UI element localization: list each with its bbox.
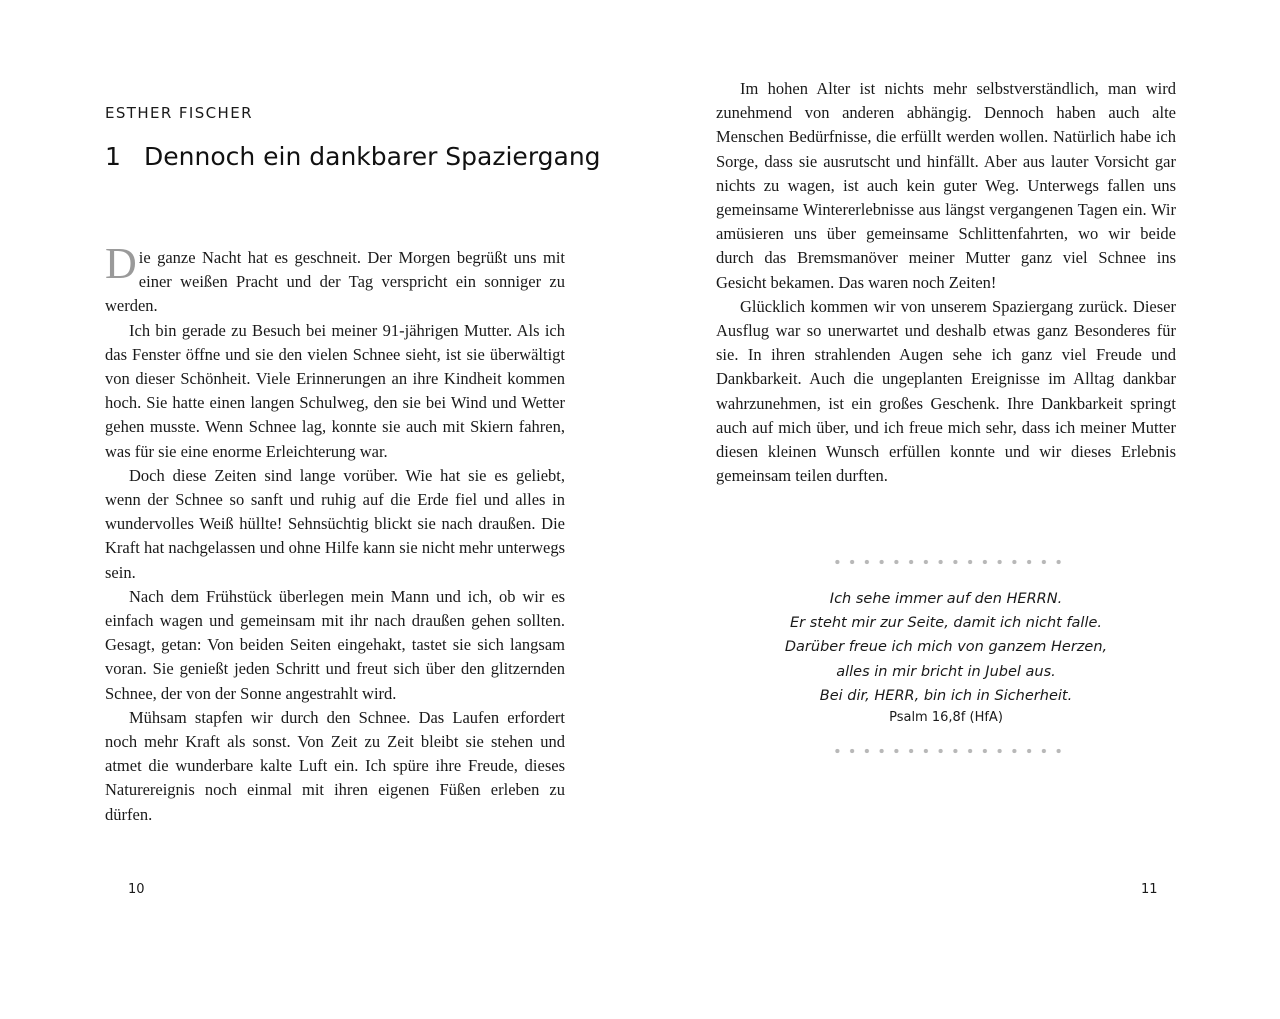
bible-quote bbox=[716, 587, 1176, 708]
right-page bbox=[640, 0, 1280, 1019]
right-body-text bbox=[716, 77, 1176, 488]
quote-line: Bei dir, HERR, bin ich in Sicherheit. bbox=[819, 687, 1073, 704]
chapter-title-text: Dennoch ein dankbarer Spaziergang bbox=[144, 142, 601, 171]
chapter-number: 1 bbox=[105, 142, 121, 171]
chapter-title bbox=[105, 142, 601, 171]
paragraph-7: Glücklich kommen wir von unserem Spaziergang zurück. Dieser Ausflug war so unerwartet und deshalb etwas ganz Besonderes für sie. In ihren strahlenden Augen sehe ich ganz viel Freude und Dankbarkeit. Auch die ungeplanten Ereignisse im Alltag dankbar wahrzunehmen, ist ein großes Geschenk. Ihre Dankbarkeit springt auch auf mich über, und ich freue mich sehr, dass ich meiner Mutter diesen kleinen Wunsch erfüllen konnte und wir dieses Erlebnis gemeinsam teilen durften. bbox=[716, 296, 1176, 486]
quote-line: Darüber freue ich mich von ganzem Herzen, bbox=[784, 639, 1108, 656]
paragraph-1 bbox=[105, 239, 565, 319]
paragraph-6: Im hohen Alter ist nichts mehr selbstverständlich, man wird zunehmend von anderen abhängig. Dennoch haben auch alte Menschen Bedürfnisse, die erfüllt werden wollen. Natürlich habe ich Sorge, dass sie ausrutscht und hinfällt. Aber aus lauter Vorsicht gar nichts zu wagen, ist auch kein guter Weg. Unterwegs fallen uns gemeinsame Wintererlebnisse aus längst vergangenen Tagen ein. Wir amüsieren uns über gemeinsame Schlittenfahrten, wo wir beide durch das Bremsmanöver meiner Mutter ganz viel Schnee ins Gesicht bekamen. Das waren noch Zeiten! bbox=[716, 79, 1176, 292]
left-body-text bbox=[105, 239, 565, 827]
paragraph-2: Ich bin gerade zu Besuch bei meiner 91-jährigen Mutter. Als ich das Fenster öffne und sie den vielen Schnee sieht, ist sie überwältigt von dieser Schönheit. Viele Erinnerungen an ihre Kindheit kommen hoch. Sie hatte einen langen Schulweg, den sie bei Wind und Wetter gehen musste. Wenn Schnee lag, konnte sie auch mit Skiern fahren, was für sie eine enorme Erleichterung war. bbox=[105, 320, 565, 461]
paragraph-4: Nach dem Frühstück überlegen mein Mann und ich, ob wir es einfach wagen und gemeinsam mit ihr nach draußen gehen sollten. Gesagt, getan: Von beiden Seiten eingehakt, tastet sie sich langsam voran. Sie genießt jeden Schritt und freut sich über den glitzernden Schnee, der von der Sonne angestrahlt wird. bbox=[105, 586, 565, 703]
page-number-left: 10 bbox=[128, 882, 145, 897]
dotted-divider-top bbox=[830, 559, 1066, 565]
dotted-divider-bottom bbox=[830, 748, 1066, 754]
quote-source: Psalm 16,8f (HfA) bbox=[889, 710, 1003, 725]
paragraph-5: Mühsam stapfen wir durch den Schnee. Das Laufen erfordert noch mehr Kraft als sonst. Von Zeit zu Zeit bleibt sie stehen und atmet die wunderbare kalte Luft ein. Ich spüre ihre Freude, dieses Naturereignis noch einmal mit ihren eigenen Füßen erleben zu dürfen. bbox=[105, 707, 565, 824]
quote-line: Er steht mir zur Seite, damit ich nicht falle. bbox=[789, 615, 1103, 632]
drop-cap: D bbox=[105, 239, 137, 288]
quote-line: alles in mir bricht in Jubel aus. bbox=[836, 663, 1056, 680]
paragraph-1-text: ie ganze Nacht hat es geschneit. Der Morgen begrüßt uns mit einer weißen Pracht und der Tag verspricht ein sonniger zu werden. bbox=[105, 248, 565, 316]
author-name: ESTHER FISCHER bbox=[105, 104, 253, 122]
quote-line: Ich sehe immer auf den HERRN. bbox=[829, 591, 1063, 607]
paragraph-3: Doch diese Zeiten sind lange vorüber. Wie hat sie es geliebt, wenn der Schnee so sanft und ruhig auf die Erde fiel und alles in wundervolles Weiß hüllte! Sehnsüchtig blickt sie nach draußen. Die Kraft hat nachgelassen und ohne Hilfe kann sie nicht mehr unterwegs sein. bbox=[105, 465, 565, 582]
page-number-right: 11 bbox=[1141, 882, 1158, 897]
